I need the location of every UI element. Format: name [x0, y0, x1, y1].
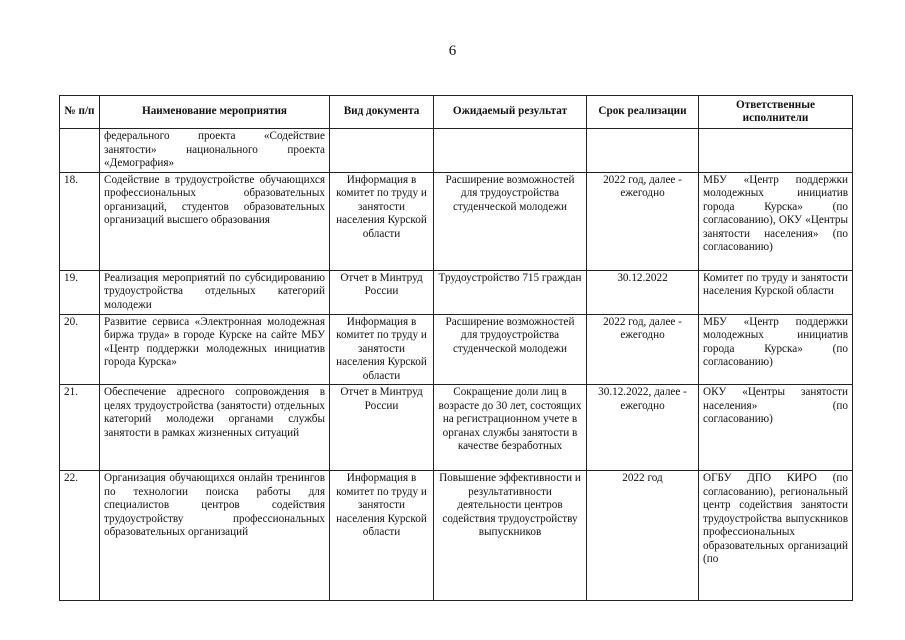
table-row	[60, 172, 853, 270]
header-num: № п/п	[60, 96, 100, 129]
row-result: Трудоустройство 715 граждан	[434, 270, 587, 314]
row-executors: Комитет по труду и занятости населения Курской области	[699, 270, 853, 314]
row-result: Сокращение доли лиц в возрасте до 30 лет, состоящих на регистрационном учете в органах службы занятости в качестве безработных	[434, 385, 587, 471]
row-num: 20.	[60, 314, 100, 385]
header-executors: Ответственные исполнители	[699, 96, 853, 129]
page-number: 6	[448, 43, 457, 59]
row-name: Реализация мероприятий по субсидированию трудоустройства отдельных категорий молодежи	[100, 270, 330, 314]
table-row	[60, 471, 853, 601]
table-header-row	[60, 96, 853, 129]
header-term: Срок реализации	[587, 96, 699, 129]
row-term: 2022 год, далее - ежегодно	[587, 314, 699, 385]
row-name: Обеспечение адресного сопровождения в целях трудоустройства (занятости) отдельных категорий молодежи органами службы занятости в рамках жизненных ситуаций	[100, 385, 330, 471]
row-term: 2022 год, далее - ежегодно	[587, 172, 699, 270]
row-executors: ОГБУ ДПО КИРО (по согласованию), региональный центр содействия занятости трудоустройства выпускников профессиональных образовательных организаций (по	[699, 471, 853, 601]
row-name: Содействие в трудоустройстве обучающихся профессиональных образовательных организаций, студентов образовательных организаций высшего образования	[100, 172, 330, 270]
row-executors: МБУ «Центр поддержки молодежных инициатив города Курска» (по согласованию)	[699, 314, 853, 385]
row-term: 30.12.2022	[587, 270, 699, 314]
measures-table	[59, 95, 853, 601]
table-row	[60, 129, 853, 173]
row-executors: МБУ «Центр поддержки молодежных инициатив города Курска» (по согласованию), ОКУ «Центры занятости населения» (по согласованию)	[699, 172, 853, 270]
row-name: Развитие сервиса «Электронная молодежная биржа труда» в городе Курске на сайте МБУ «Центр поддержки молодежных инициатив города Курска»	[100, 314, 330, 385]
table-row	[60, 270, 853, 314]
row-num	[60, 129, 100, 173]
row-result	[434, 129, 587, 173]
table-row	[60, 314, 853, 385]
header-name: Наименование мероприятия	[100, 96, 330, 129]
row-term	[587, 129, 699, 173]
row-executors: ОКУ «Центры занятости населения» (по согласованию)	[699, 385, 853, 471]
row-doc-type	[330, 129, 434, 173]
row-num: 19.	[60, 270, 100, 314]
row-result: Повышение эффективности и результативности деятельности центров содействия трудоустройству выпускников	[434, 471, 587, 601]
row-num: 21.	[60, 385, 100, 471]
row-doc-type: Информация в комитет по труду и занятости населения Курской области	[330, 172, 434, 270]
header-result: Ожидаемый результат	[434, 96, 587, 129]
header-doc-type: Вид документа	[330, 96, 434, 129]
row-name: федерального проекта «Содействие занятости» национального проекта «Демография»	[100, 129, 330, 173]
row-term: 30.12.2022, далее - ежегодно	[587, 385, 699, 471]
row-result: Расширение возможностей для трудоустройства студенческой молодежи	[434, 172, 587, 270]
row-doc-type: Отчет в Минтруд России	[330, 270, 434, 314]
row-doc-type: Информация в комитет по труду и занятости населения Курской области	[330, 471, 434, 601]
row-num: 22.	[60, 471, 100, 601]
row-doc-type: Отчет в Минтруд России	[330, 385, 434, 471]
row-term: 2022 год	[587, 471, 699, 601]
row-result: Расширение возможностей для трудоустройства студенческой молодежи	[434, 314, 587, 385]
row-doc-type: Информация в комитет по труду и занятости населения Курской области	[330, 314, 434, 385]
row-executors	[699, 129, 853, 173]
table-row	[60, 385, 853, 471]
row-num: 18.	[60, 172, 100, 270]
row-name: Организация обучающихся онлайн тренингов по технологии поиска работы для специалистов центров содействия трудоустройству профессиональных образовательных организаций	[100, 471, 330, 601]
